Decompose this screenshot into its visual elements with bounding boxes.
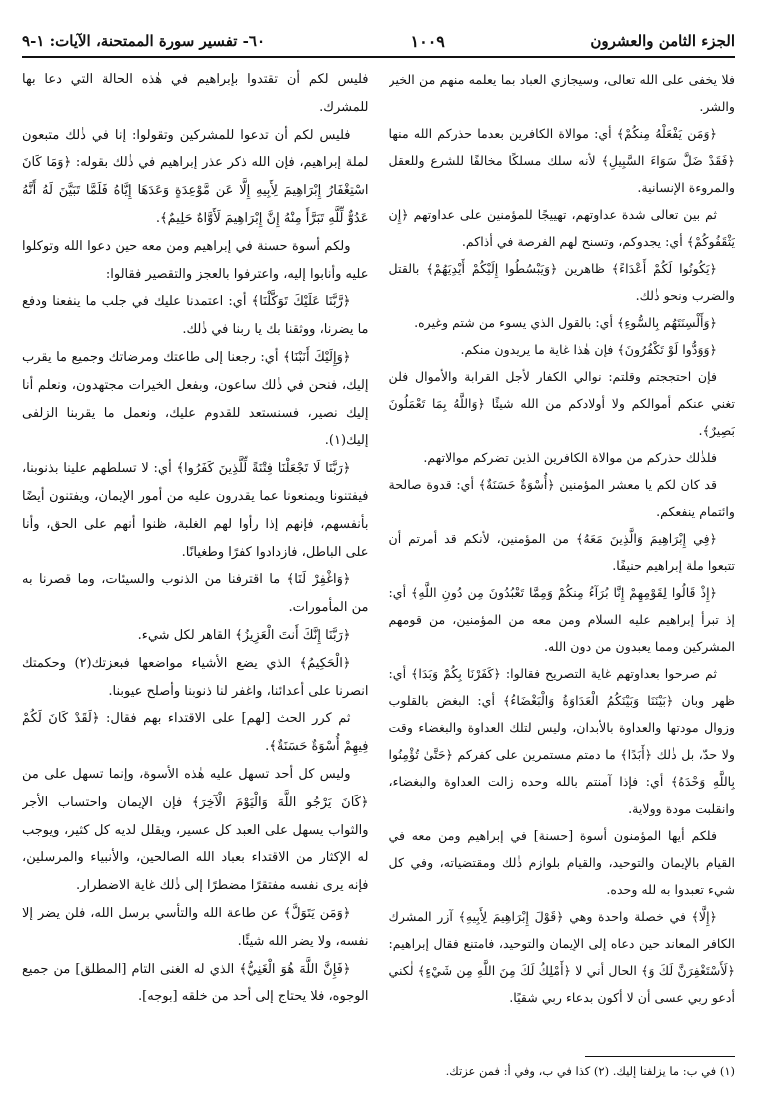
paragraph: فإن احتججتم وقلتم: نوالي الكفار لأجل القرابة والأموال فلن تغني عنكم أموالكم ولا أولادكم من الله شيئًا ﴿وَاللَّهُ بِمَا تَعْمَلُونَ بَصِيرٌ﴾. bbox=[388, 369, 735, 438]
paragraph: ﴿إِذْ قَالُوا لِقَوْمِهِمْ إِنَّا بُرَآءُ مِنكُمْ وَمِمَّا تَعْبُدُونَ مِن دُونِ اللَّهِ﴾ أي: إذ تبرأ إبراهيم عليه السلام ومن معه من المؤمنين، من قومهم المشركين ومما يعبدون من دون الله. bbox=[388, 585, 735, 654]
paragraph: ﴿يَكُونُوا لَكُمْ أَعْدَاءً﴾ ظاهرين ﴿وَيَبْسُطُوا إِلَيْكُمْ أَيْدِيَهُمْ﴾ بالقتل والضرب ونحو ذٰلك. bbox=[388, 261, 735, 303]
paragraph: ثم صرحوا بعداوتهم غاية التصريح فقالوا: ﴿كَفَرْنَا بِكُمْ وَبَدَا﴾ أي: ظهر وبان ﴿بَيْنَنَا وَبَيْنَكُمُ الْعَدَاوَةُ وَالْبَغْضَاءُ﴾ أي: البغض بالقلوب وزوال مودتها والعداوة بالأبدان، وليس لتلك العداوة والبغضاء وقت ولا حدّ، بل ذٰلك ﴿أَبَدًا﴾ ما دمتم مستمرين على كفركم ﴿حَتَّىٰ تُؤْمِنُوا بِاللَّهِ وَحْدَهُ﴾ أي: فإذا آمنتم بالله وحده زالت العداوة والبغضاء، وانقلبت مودة وولاية. bbox=[388, 666, 735, 816]
running-header bbox=[22, 26, 735, 58]
footnote-text: (١) في ب: ما يزلفنا إليك. (٢) كذا في ب، وفي أ: فمن عزتك. bbox=[445, 1064, 735, 1078]
right-column bbox=[389, 66, 736, 1021]
paragraph: ﴿رَبَّنَا إِنَّكَ أَنتَ الْعَزِيزُ﴾ القاهر لكل شيء. bbox=[137, 627, 351, 643]
footnote-rule bbox=[585, 1056, 735, 1057]
paragraph: فليس لكم أن تدعوا للمشركين وتقولوا: إنا في ذٰلك متبعون لملة إبراهيم، فإن الله ذكر عذر إبراهيم في ذٰلك بقوله: ﴿وَمَا كَانَ اسْتِغْفَارُ إِبْرَاهِيمَ لِأَبِيهِ إِلَّا عَن مَّوْعِدَةٍ وَعَدَهَا إِيَّاهُ فَلَمَّا تَبَيَّنَ لَهُ أَنَّهُ عَدُوٌّ لِّلَّهِ تَبَرَّأَ مِنْهُ إِنَّ إِبْرَاهِيمَ لَأَوَّاهٌ حَلِيمٌ﴾. bbox=[22, 127, 369, 226]
paragraph: ﴿وَوَدُّوا لَوْ تَكْفُرُونَ﴾ فإن هٰذا غاية ما يريدون منكم. bbox=[460, 342, 717, 357]
paragraph: ﴿وَاغْفِرْ لَنَا﴾ ما اقترفنا من الذنوب والسيئات، وما قصرنا به من المأمورات. bbox=[22, 572, 369, 616]
paragraph: قد كان لكم يا معشر المؤمنين ﴿أُسْوَةٌ حَسَنَةٌ﴾ أي: قدوة صالحة وائتمام ينفعكم. bbox=[388, 477, 735, 519]
paragraph: ولكم أسوة حسنة في إبراهيم ومن معه حين دعوا الله وتوكلوا عليه وأنابوا إليه، واعترفوا بالعجز والتقصير فقالوا: bbox=[22, 238, 369, 282]
paragraph: فلكم أيها المؤمنون أسوة [حسنة] في إبراهيم ومن معه في القيام بالإيمان والتوحيد، والقيام بلوازم ذٰلك ومقتضياته، وفي كل شيء تعبدوا به لله وحده. bbox=[388, 828, 735, 897]
paragraph: ﴿رَبَّنَا لَا تَجْعَلْنَا فِتْنَةً لِّلَّذِينَ كَفَرُوا﴾ أي: لا تسلطهم علينا بذنوبنا، فيفتنونا ويمنعونا عما يقدرون عليه من أمور الإيمان، ويفتنون أيضًا بأنفسهم، فإنهم إذا رأوا لهم الغلبة، ظنوا أنهم على الحق، وأنا على الباطل، فازدادوا كفرًا وطغيانًا. bbox=[22, 461, 369, 560]
paragraph: ﴿فِي إِبْرَاهِيمَ وَالَّذِينَ مَعَهُ﴾ من المؤمنين، لأنكم قد أمرتم أن تتبعوا ملة إبراهيم حنيفًا. bbox=[388, 531, 735, 573]
paragraph: ثم كرر الحث [لهم] على الاقتداء بهم فقال: ﴿لَقَدْ كَانَ لَكُمْ فِيهِمْ أُسْوَةٌ حَسَنَةٌ﴾. bbox=[22, 711, 369, 755]
surah-title: ٦٠- تفسير سورة الممتحنة، الآيات: ١-٩ bbox=[22, 32, 266, 50]
paragraph: ﴿وَأَلْسِنَتَهُم بِالسُّوءِ﴾ أي: بالقول الذي يسوء من شتم وغيره. bbox=[414, 315, 717, 330]
paragraph: ﴿وَإِلَيْكَ أَنَبْنَا﴾ أي: رجعنا إلى طاعتك ومرضاتك وجميع ما يقرب إليك، فنحن في ذٰلك ساعون، وبفعل الخيرات مجتهدون، ونعلم أنا إليك نصير، فسنستعد للقدوم عليك، ونعمل ما يقربنا الزلفى إليك(١). bbox=[22, 349, 369, 449]
paragraph: ﴿وَمَن يَفْعَلْهُ مِنكُمْ﴾ أي: موالاة الكافرين بعدما حذركم الله منها ﴿فَقَدْ ضَلَّ سَوَاءَ السَّبِيلِ﴾ لأنه سلك مسلكًا مخالفًا للشرع وللعقل والمروءة الإنسانية. bbox=[388, 126, 735, 195]
footnotes bbox=[22, 1056, 735, 1096]
paragraph: فلا يخفى على الله تعالى، وسيجازي العباد بما يعلمه منهم من الخير والشر. bbox=[388, 72, 735, 114]
paragraph: ﴿رَّبَّنَا عَلَيْكَ تَوَكَّلْنَا﴾ أي: اعتمدنا عليك في جلب ما ينفعنا ودفع ما يضرنا، ووثقنا بك يا ربنا في ذٰلك. bbox=[22, 294, 369, 338]
page-number: ١٠٠٩ bbox=[410, 31, 445, 51]
left-column bbox=[22, 66, 369, 1021]
paragraph: ﴿وَمَن يَتَوَلَّ﴾ عن طاعة الله والتأسي برسل الله، فلن يضر إلا نفسه، ولا يضر الله شيئًا. bbox=[22, 905, 369, 949]
paragraph: وليس كل أحد تسهل عليه هٰذه الأسوة، وإنما تسهل على من ﴿كَانَ يَرْجُو اللَّهَ وَالْيَوْمَ الْآخِرَ﴾ فإن الإيمان واحتساب الأجر والثواب يسهل على العبد كل عسير، ويقلل لديه كل كثير، ويوجب له الإكثار من الاقتداء بعباد الله الصالحين، والأنبياء والمرسلين، فإنه يرى نفسه مفتقرًا مضطرًا إلى ذٰلك غاية الاضطرار. bbox=[22, 766, 369, 894]
paragraph: فلذٰلك حذركم من موالاة الكافرين الذين تضركم موالاتهم. bbox=[423, 450, 717, 465]
text-columns bbox=[22, 66, 735, 1021]
paragraph: ﴿فَإِنَّ اللَّهَ هُوَ الْغَنِيُّ﴾ الذي له الغنى التام [المطلق] من جميع الوجوه، فلا يحتاج إلى أحد من خلقه [بوجه]. bbox=[22, 961, 369, 1005]
paragraph: فليس لكم أن تقتدوا بإبراهيم في هٰذه الحالة التي دعا بها للمشرك. bbox=[22, 72, 369, 115]
paragraph: ﴿إِلَّا﴾ في خصلة واحدة وهي ﴿قَوْلَ إِبْرَاهِيمَ لِأَبِيهِ﴾ آزر المشرك الكافر المعاند حين دعاه إلى الإيمان والتوحيد، فامتنع فقال إبراهيم: ﴿لَأَسْتَغْفِرَنَّ لَكَ وَ﴾ الحال أني لا ﴿أَمْلِكُ لَكَ مِنَ اللَّهِ مِن شَيْءٍ﴾ لٰكني أدعو ربي عسى أن لا أكون بدعاء ربي شقيًا. bbox=[388, 909, 735, 1005]
paragraph: ﴿الْحَكِيمُ﴾ الذي يضع الأشياء مواضعها فبعزتك(٢) وحكمتك انصرنا على أعدائنا، واغفر لنا ذنوبنا وأصلح عيوبنا. bbox=[22, 655, 369, 699]
part-title: الجزء الثامن والعشرون bbox=[590, 32, 735, 50]
paragraph: ثم بين تعالى شدة عداوتهم، تهييجًا للمؤمنين على عداوتهم ﴿إِن يَثْقَفُوكُمْ﴾ أي: يجدوكم، وتسنح لهم الفرصة في أذاكم. bbox=[388, 207, 735, 249]
